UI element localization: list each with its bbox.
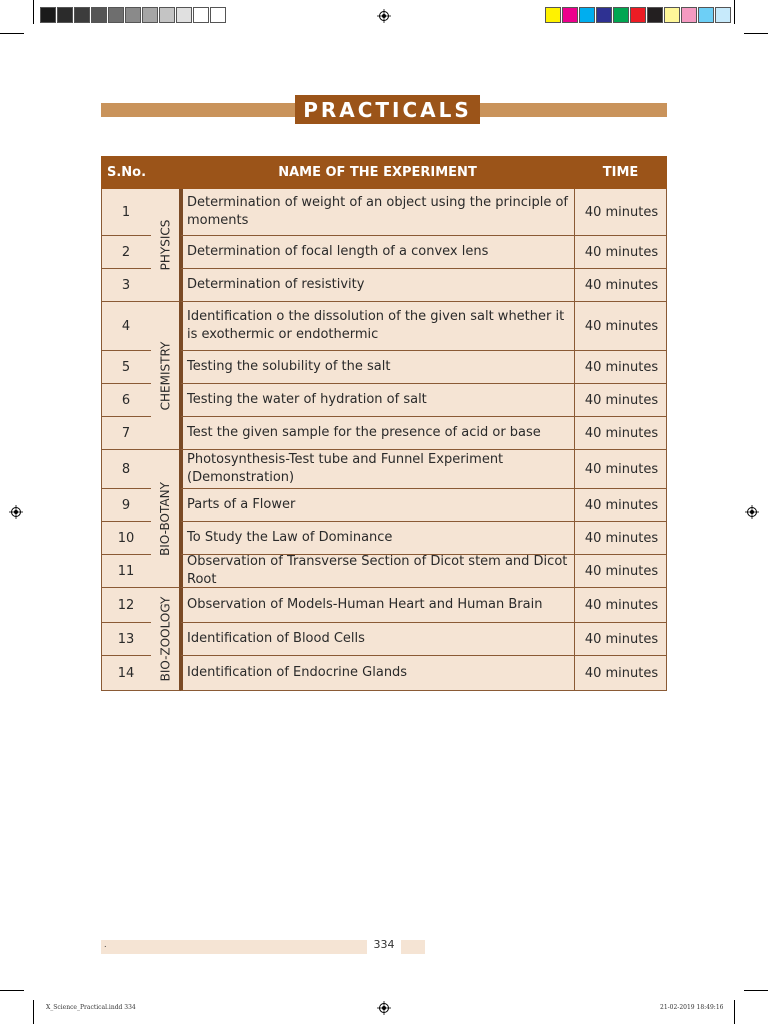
footer-bar — [101, 940, 367, 954]
subject-group-label — [151, 588, 181, 691]
row-time: 40 minutes — [574, 588, 668, 622]
row-sno: 7 — [101, 417, 152, 449]
color-swatch — [193, 7, 209, 23]
row-time: 40 minutes — [574, 236, 668, 268]
page-number: 334 — [373, 938, 395, 951]
table-row — [101, 450, 667, 489]
row-time: 40 minutes — [574, 489, 668, 521]
row-sno: 12 — [101, 588, 152, 622]
slug-datetime: 21-02-2019 18:49:16 — [660, 1004, 724, 1011]
row-experiment-name: Testing the water of hydration of salt — [181, 384, 574, 416]
color-swatch — [545, 7, 561, 23]
table-header — [101, 156, 667, 189]
row-sno: 9 — [101, 489, 152, 521]
row-time: 40 minutes — [574, 522, 668, 554]
color-swatch — [40, 7, 56, 23]
row-experiment-name: Observation of Transverse Section of Dicot stem and Dicot Root — [181, 555, 574, 587]
slug-filename: X_Science_Practical.indd 334 — [46, 1004, 136, 1011]
row-time: 40 minutes — [574, 269, 668, 301]
crop-mark — [33, 1000, 34, 1024]
gray-swatch-strip — [40, 7, 227, 23]
table-row — [101, 623, 667, 656]
registration-mark-icon — [377, 1001, 391, 1015]
header-sno: S.No. — [107, 165, 147, 180]
crop-mark — [744, 33, 768, 34]
row-time: 40 minutes — [574, 189, 668, 235]
page-title: PRACTICALS — [295, 95, 480, 124]
crop-mark — [33, 0, 34, 24]
row-experiment-name: Determination of resistivity — [181, 269, 574, 301]
crop-mark — [734, 0, 735, 24]
table-row — [101, 522, 667, 555]
row-experiment-name: Test the given sample for the presence of acid or base — [181, 417, 574, 449]
footer-dot: . — [104, 940, 107, 949]
registration-mark-icon — [9, 505, 23, 519]
row-experiment-name: To Study the Law of Dominance — [181, 522, 574, 554]
row-time: 40 minutes — [574, 656, 668, 690]
subject-group-label — [151, 450, 181, 588]
row-time: 40 minutes — [574, 450, 668, 488]
row-experiment-name: Photosynthesis-Test tube and Funnel Experiment (Demonstration) — [181, 450, 574, 488]
table-row — [101, 302, 667, 351]
subject-name: BIO-BOTANY — [158, 481, 172, 556]
row-sno: 11 — [101, 555, 152, 587]
color-swatch — [698, 7, 714, 23]
row-sno: 14 — [101, 656, 152, 690]
row-sno: 13 — [101, 623, 152, 655]
crop-mark — [0, 33, 24, 34]
row-experiment-name: Parts of a Flower — [181, 489, 574, 521]
table-row — [101, 489, 667, 522]
color-swatch — [647, 7, 663, 23]
color-swatch — [630, 7, 646, 23]
row-time: 40 minutes — [574, 417, 668, 449]
color-swatch — [613, 7, 629, 23]
color-swatch — [74, 7, 90, 23]
color-swatch-strip — [545, 7, 732, 23]
table-row — [101, 384, 667, 417]
row-sno: 5 — [101, 351, 152, 383]
header-name: NAME OF THE EXPERIMENT — [278, 165, 477, 180]
color-swatch — [142, 7, 158, 23]
color-swatch — [91, 7, 107, 23]
row-sno: 3 — [101, 269, 152, 301]
row-experiment-name: Testing the solubility of the salt — [181, 351, 574, 383]
row-time: 40 minutes — [574, 623, 668, 655]
color-swatch — [176, 7, 192, 23]
row-experiment-name: Identification of Endocrine Glands — [181, 656, 574, 690]
row-experiment-name: Identification of Blood Cells — [181, 623, 574, 655]
table-row — [101, 351, 667, 384]
row-sno: 6 — [101, 384, 152, 416]
row-experiment-name: Identification o the dissolution of the given salt whether it is exothermic or endothermic — [181, 302, 574, 350]
footer-bar — [401, 940, 425, 954]
row-time: 40 minutes — [574, 555, 668, 587]
crop-mark — [734, 1000, 735, 1024]
color-swatch — [159, 7, 175, 23]
row-sno: 10 — [101, 522, 152, 554]
row-sno: 2 — [101, 236, 152, 268]
row-time: 40 minutes — [574, 384, 668, 416]
row-sno: 8 — [101, 450, 152, 488]
table-row — [101, 417, 667, 450]
table-row — [101, 236, 667, 269]
registration-mark-icon — [377, 9, 391, 23]
row-sno: 1 — [101, 189, 152, 235]
subject-name: CHEMISTRY — [158, 341, 173, 410]
crop-mark — [744, 990, 768, 991]
table-row — [101, 555, 667, 588]
color-swatch — [57, 7, 73, 23]
color-swatch — [108, 7, 124, 23]
subject-group-label — [151, 189, 181, 302]
row-sno: 4 — [101, 302, 152, 350]
subject-name: BIO-ZOOLOGY — [158, 596, 173, 682]
row-time: 40 minutes — [574, 302, 668, 350]
color-swatch — [596, 7, 612, 23]
row-experiment-name: Determination of weight of an object using the principle of moments — [181, 189, 574, 235]
crop-mark — [0, 990, 24, 991]
table-row — [101, 269, 667, 302]
color-swatch — [579, 7, 595, 23]
table-row — [101, 588, 667, 623]
registration-mark-icon — [745, 505, 759, 519]
row-experiment-name: Determination of focal length of a convex lens — [181, 236, 574, 268]
color-swatch — [210, 7, 226, 23]
row-experiment-name: Observation of Models-Human Heart and Human Brain — [181, 588, 574, 622]
color-swatch — [681, 7, 697, 23]
subject-name: PHYSICS — [158, 219, 172, 271]
table-row — [101, 656, 667, 691]
table-row — [101, 189, 667, 236]
color-swatch — [562, 7, 578, 23]
subject-group-label — [151, 302, 181, 450]
color-swatch — [715, 7, 731, 23]
color-swatch — [664, 7, 680, 23]
header-time: TIME — [602, 165, 639, 180]
row-time: 40 minutes — [574, 351, 668, 383]
color-swatch — [125, 7, 141, 23]
